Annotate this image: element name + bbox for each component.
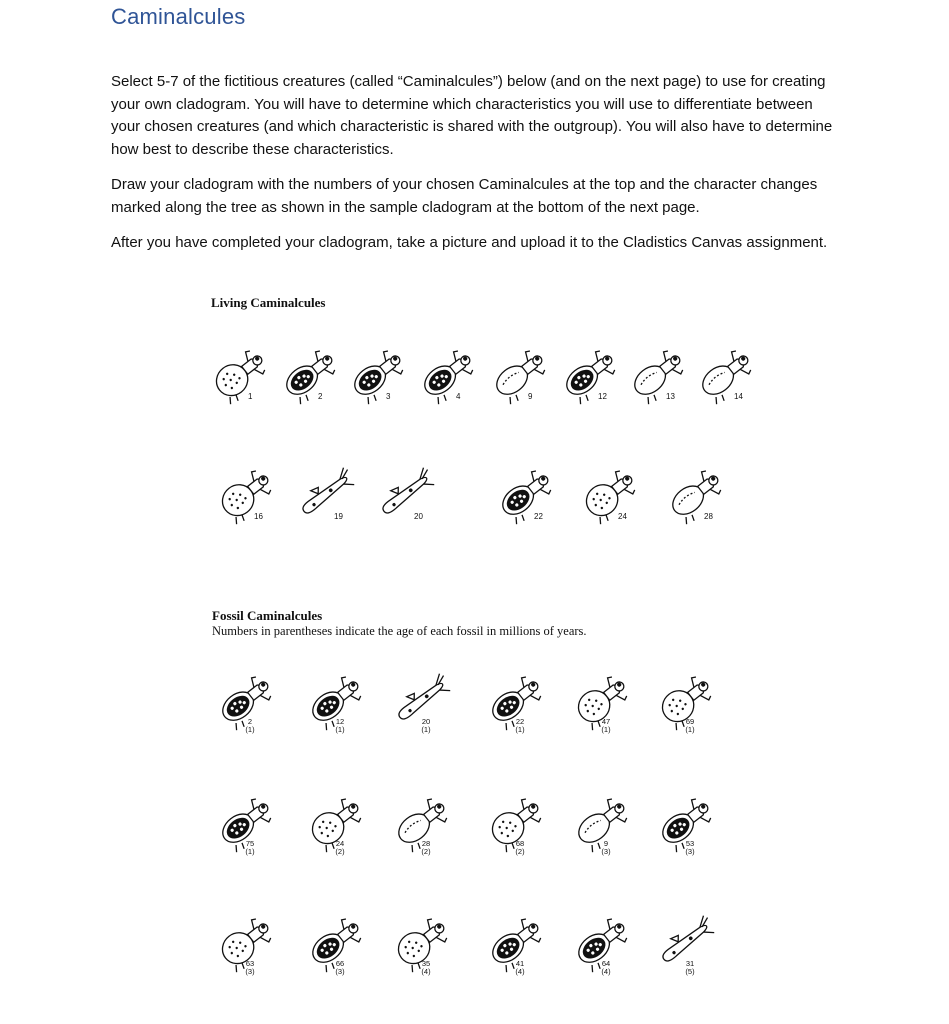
creature-illustration (690, 342, 762, 406)
creature-illustration (370, 462, 442, 526)
creature-20 (386, 668, 458, 734)
creature-number: 9 (603, 839, 609, 848)
creature-number: 68 (515, 839, 525, 848)
creature-41 (480, 910, 552, 976)
creature-illustration (484, 342, 556, 406)
creature-age: (2) (335, 847, 345, 856)
creature-number: 22 (515, 717, 525, 726)
creature-2 (274, 342, 346, 402)
creature-22 (490, 462, 562, 522)
creature-13 (622, 342, 694, 402)
creature-label (680, 840, 700, 856)
creature-number: 2 (318, 392, 323, 401)
creature-number: 31 (685, 959, 695, 968)
creature-illustration (554, 342, 626, 406)
creature-age: (1) (515, 725, 525, 734)
creature-age: (4) (601, 967, 611, 976)
creature-12 (554, 342, 626, 402)
creature-label (680, 960, 700, 976)
creature-label (416, 840, 436, 856)
creature-number: 9 (528, 392, 533, 401)
creature-64 (566, 910, 638, 976)
instruction-paragraph-1: Select 5-7 of the fictitious creatures (called “Caminalcules”) below (and on the next page) to use for creating your own cladogram. You will have to determine which characteristics you will use to differentiate between your chosen creatures (and which characteristic is shared with the outgroup). You will also have to determine how best to describe these characteristics. (111, 73, 833, 158)
creature-12 (300, 668, 372, 734)
creature-number: 24 (618, 512, 627, 521)
creature-label (416, 960, 436, 976)
creature-illustration (342, 342, 414, 406)
creature-number: 19 (334, 512, 343, 521)
creature-number: 12 (335, 717, 345, 726)
creature-number: 12 (598, 392, 607, 401)
creature-label (510, 960, 530, 976)
caminalcules-figure (190, 290, 770, 1020)
creature-2 (210, 668, 282, 734)
creature-label (596, 718, 616, 734)
creature-age: (5) (685, 967, 695, 976)
creature-label (240, 960, 260, 976)
creature-35 (386, 910, 458, 976)
creature-age: (2) (421, 847, 431, 856)
creature-number: 64 (601, 959, 611, 968)
creature-number: 16 (254, 512, 263, 521)
creature-66 (300, 910, 372, 976)
creature-20 (370, 462, 442, 522)
creature-illustration (274, 342, 346, 406)
creature-14 (690, 342, 762, 402)
creature-number: 2 (247, 717, 253, 726)
creature-illustration (204, 342, 276, 406)
creature-number: 13 (666, 392, 675, 401)
creature-age: (1) (245, 847, 255, 856)
creature-label (240, 718, 260, 734)
creature-53 (650, 790, 722, 856)
creature-63 (210, 910, 282, 976)
creature-number: 41 (515, 959, 525, 968)
creature-number: 69 (685, 717, 695, 726)
creature-31 (650, 910, 722, 976)
creature-19 (290, 462, 362, 522)
creature-number: 28 (421, 839, 431, 848)
creature-age: (3) (601, 847, 611, 856)
creature-label (330, 840, 350, 856)
instruction-paragraph-3: After you have completed your cladogram, take a picture and upload it to the Cladistics Canvas assignment. (111, 234, 828, 251)
creature-number: 53 (685, 839, 695, 848)
creature-label (680, 718, 700, 734)
creature-number: 75 (245, 839, 255, 848)
creature-24 (574, 462, 646, 522)
creature-number: 47 (601, 717, 611, 726)
creature-label (416, 718, 436, 734)
creature-75 (210, 790, 282, 856)
creature-number: 4 (456, 392, 461, 401)
creature-label (510, 840, 530, 856)
creature-number: 35 (421, 959, 431, 968)
creature-label (330, 960, 350, 976)
creature-age: (3) (685, 847, 695, 856)
creature-28 (660, 462, 732, 522)
creature-9 (566, 790, 638, 856)
fossil-heading: Fossil Caminalcules (212, 608, 323, 623)
creature-age: (1) (335, 725, 345, 734)
creature-illustration (574, 462, 646, 526)
creature-4 (412, 342, 484, 402)
creature-47 (566, 668, 638, 734)
creature-age: (2) (515, 847, 525, 856)
fossil-note: Numbers in parentheses indicate the age of each fossil in millions of years. (212, 624, 587, 638)
creature-age: (3) (245, 967, 255, 976)
creature-label (240, 840, 260, 856)
creature-age: (3) (335, 967, 345, 976)
creature-age: (1) (421, 725, 431, 734)
creature-number: 3 (386, 392, 391, 401)
creature-1 (204, 342, 276, 402)
creature-age: (1) (601, 725, 611, 734)
creature-24 (300, 790, 372, 856)
creature-9 (484, 342, 556, 402)
creature-illustration (290, 462, 362, 526)
creature-label (596, 840, 616, 856)
creature-number: 14 (734, 392, 743, 401)
living-heading: Living Caminalcules (211, 295, 326, 310)
creature-age: (1) (245, 725, 255, 734)
creature-age: (1) (685, 725, 695, 734)
creature-number: 63 (245, 959, 255, 968)
creature-label (330, 718, 350, 734)
creature-illustration (412, 342, 484, 406)
creature-22 (480, 668, 552, 734)
creature-68 (480, 790, 552, 856)
creature-number: 20 (414, 512, 423, 521)
creature-illustration (490, 462, 562, 526)
creature-label (596, 960, 616, 976)
creature-number: 28 (704, 512, 713, 521)
creature-age: (4) (421, 967, 431, 976)
creature-illustration (660, 462, 732, 526)
creature-number: 66 (335, 959, 345, 968)
creature-illustration (210, 462, 282, 526)
creature-69 (650, 668, 722, 734)
creature-number: 24 (335, 839, 345, 848)
instruction-paragraph-2: Draw your cladogram with the numbers of your chosen Caminalcules at the top and the character changes marked along the tree as shown in the sample cladogram at the bottom of the next page. (111, 176, 818, 216)
creature-28 (386, 790, 458, 856)
page-title: Caminalcules (111, 4, 246, 29)
creature-3 (342, 342, 414, 402)
creature-16 (210, 462, 282, 522)
creature-illustration (622, 342, 694, 406)
creature-number: 22 (534, 512, 543, 521)
creature-number: 1 (248, 392, 253, 401)
creature-number: 20 (421, 717, 431, 726)
creature-label (510, 718, 530, 734)
creature-age: (4) (515, 967, 525, 976)
